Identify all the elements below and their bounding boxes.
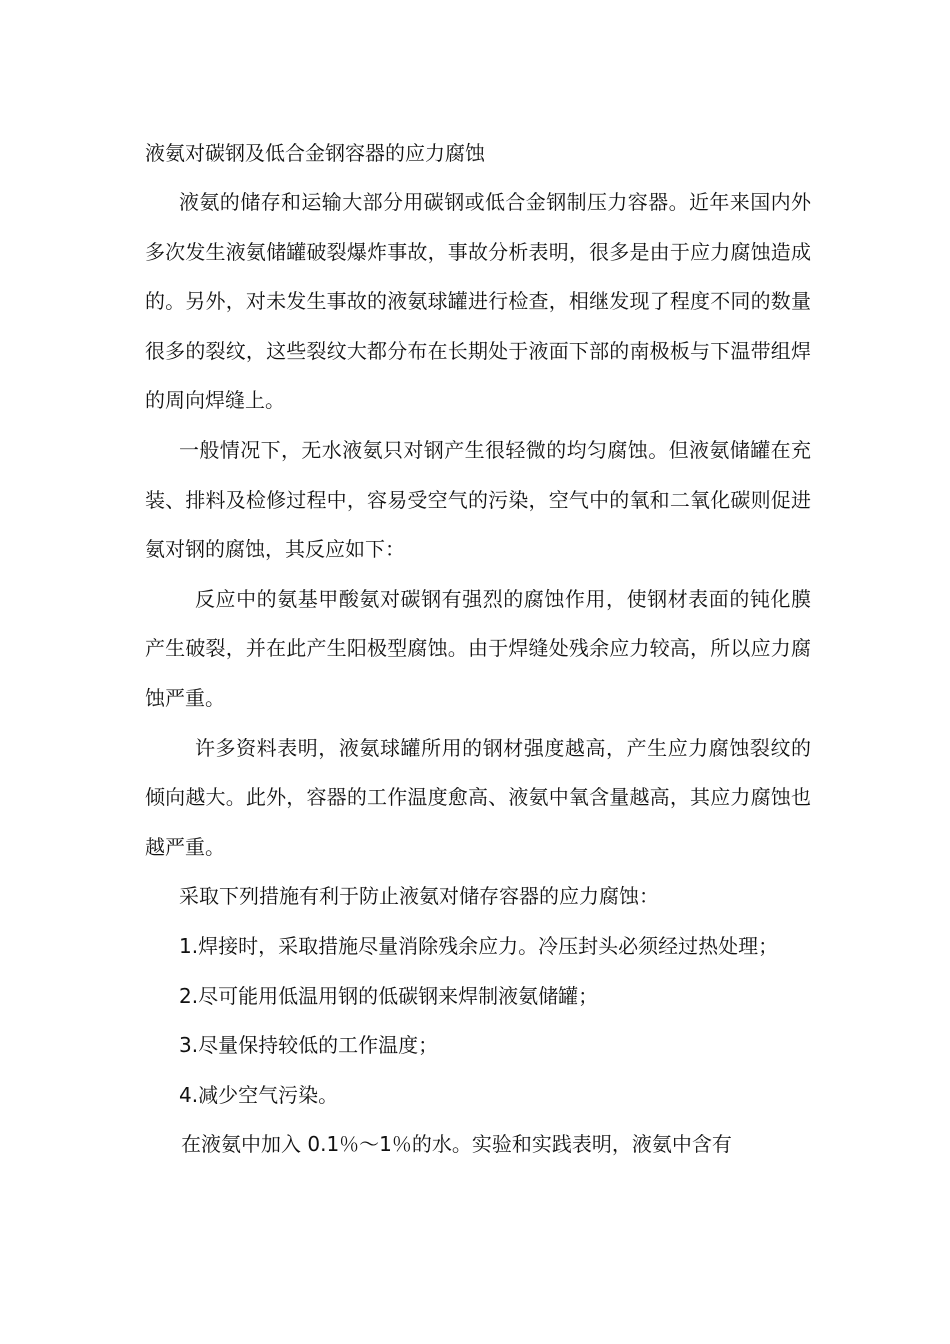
paragraph-reaction-effect: 反应中的氨基甲酸氨对碳钢有强烈的腐蚀作用，使钢材表面的钝化膜产生破裂，并在此产生阳极型腐蚀。由于焊缝处残余应力较高，所以应力腐蚀严重。: [145, 586, 811, 710]
paragraph-steel-strength: 许多资料表明，液氨球罐所用的钢材强度越高，产生应力腐蚀裂纹的倾向越大。此外，容器的工作温度愈高、液氨中氧含量越高，其应力腐蚀也越严重。: [145, 735, 811, 859]
measure-item-4: 4.减少空气污染。: [179, 1082, 339, 1107]
paragraph-water-addition: 在液氨中加入 0.1％～1％的水。实验和实践表明，液氨中含有: [181, 1132, 732, 1157]
paragraph-storage-accidents: 液氨的储存和运输大部分用碳钢或低合金钢制压力容器。近年来国内外多次发生液氨储罐破裂爆炸事故，事故分析表明，很多是由于应力腐蚀造成的。另外，对未发生事故的液氨球罐进行检查，相继发现了程度不同的数量很多的裂纹，这些裂纹大都分布在长期处于液面下部的南极板与下温带组焊的周向焊缝上。: [145, 190, 811, 413]
measure-item-3: 3.尽量保持较低的工作温度；: [179, 1033, 439, 1058]
paragraph-measures-intro: 采取下列措施有利于防止液氨对储存容器的应力腐蚀：: [179, 884, 659, 909]
measure-item-1: 1.焊接时，采取措施尽量消除残余应力。冷压封头必须经过热处理；: [179, 933, 779, 958]
document-body: [145, 128, 811, 1170]
measure-item-2: 2.尽可能用低温用钢的低碳钢来焊制液氨储罐；: [179, 983, 599, 1008]
paragraph-corrosion-mechanism: 一般情况下，无水液氨只对钢产生很轻微的均匀腐蚀。但液氨储罐在充装、排料及检修过程中，容易受空气的污染，空气中的氧和二氧化碳则促进氨对钢的腐蚀，其反应如下：: [145, 437, 811, 562]
document-title: 液氨对碳钢及低合金钢容器的应力腐蚀: [145, 141, 485, 165]
